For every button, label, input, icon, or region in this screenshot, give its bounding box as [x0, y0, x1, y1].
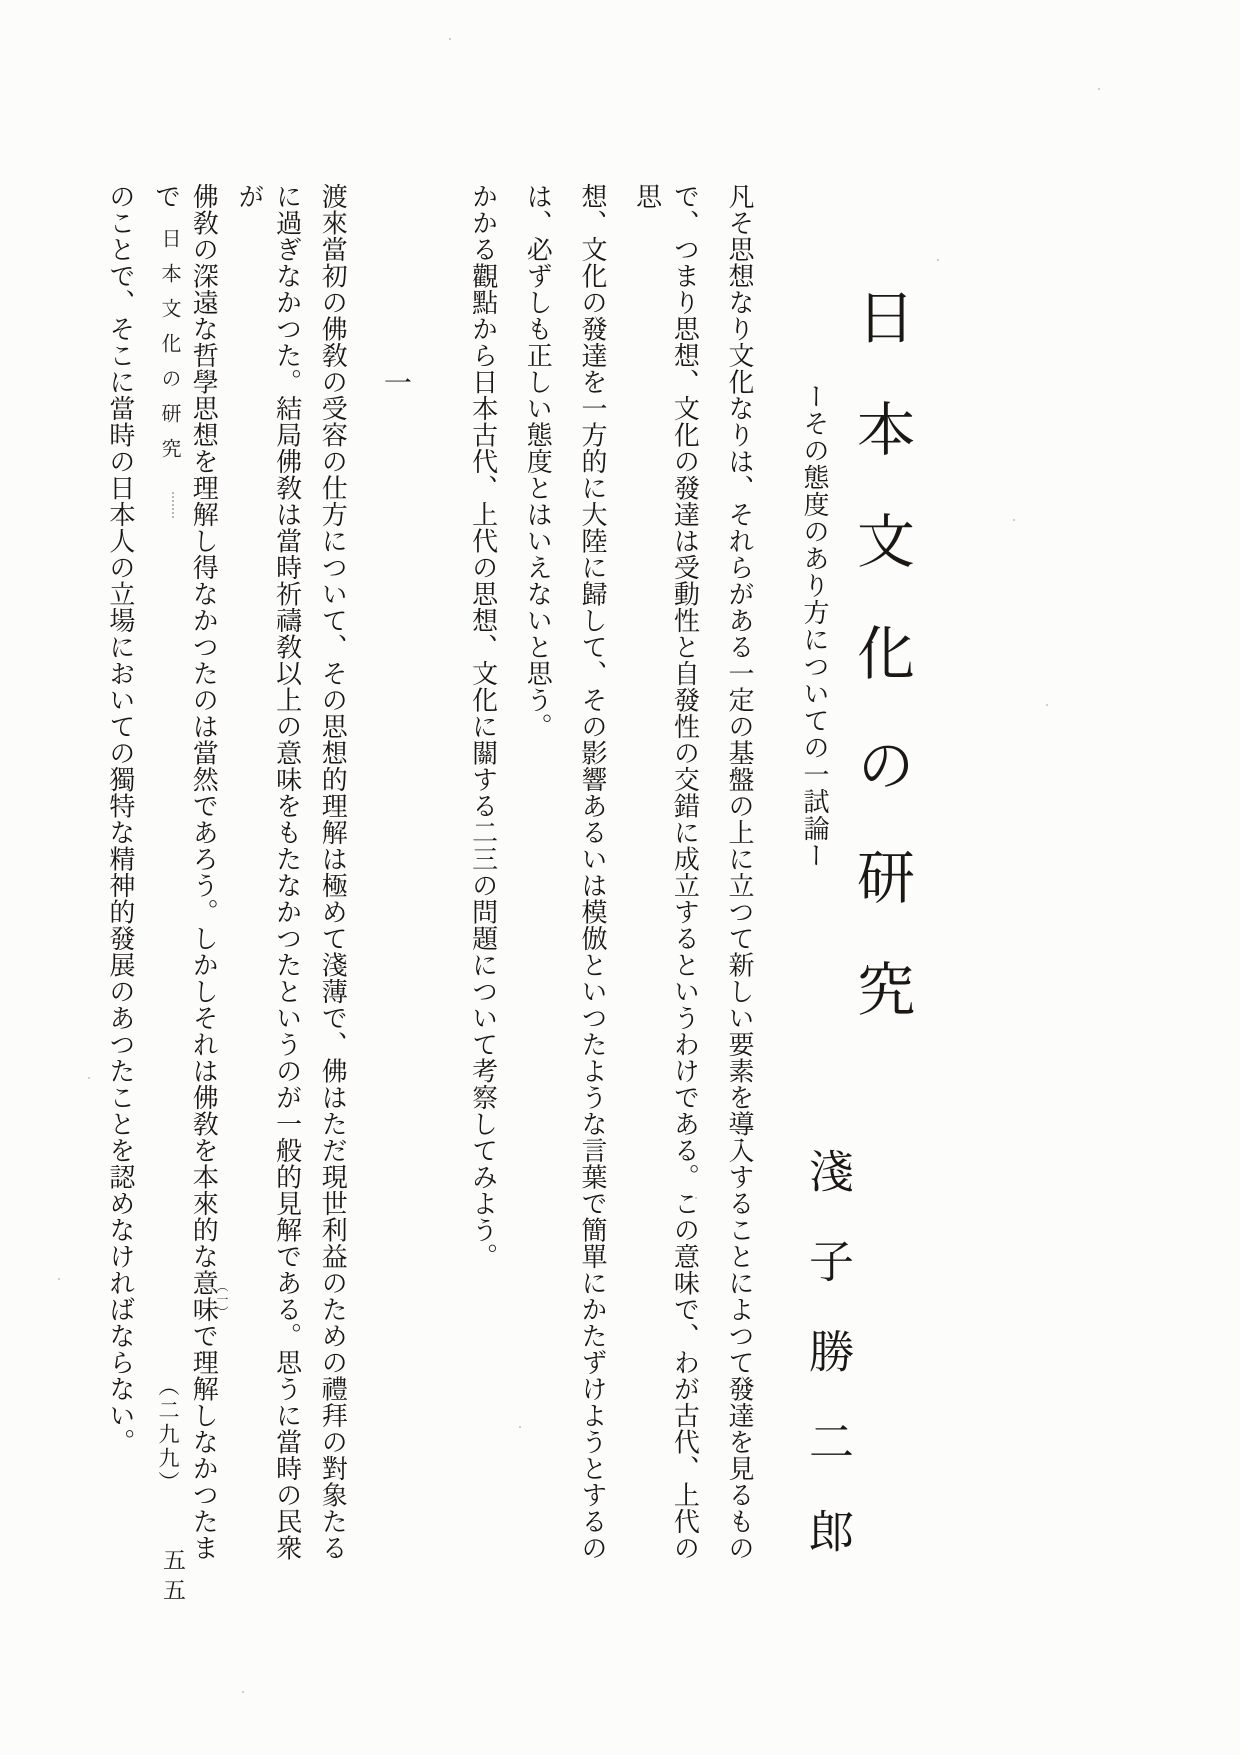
scan-speck — [519, 1426, 521, 1428]
footnote-reference: （一） — [215, 1280, 229, 1319]
scan-speck — [118, 641, 121, 644]
body-column-4: は、必ずしも正しい態度とはいえないと思う。 — [522, 183, 553, 740]
body-column-9: のことで、そこに當時の日本人の立場においての獨特な精神的發展のあつたことを認めなければならない。 — [104, 183, 135, 1455]
body-column-1: 凡そ思想なり文化なりは、それらがある一定の基盤の上に立つて新しい要素を導入することによつて發達を見るもの — [724, 183, 754, 1561]
body-column-6: 渡來當初の佛敎の受容の仕方について、その思想的理解は極めて淺薄で、佛はただ現世利益のための禮拜の對象たる — [317, 183, 348, 1561]
scan-speck — [58, 1278, 60, 1280]
body-column-2: で、つまり思想、文化の發達は受動性と自發性の交錯に成立するというわけである。この意味で、わが古代、上代の思 — [631, 183, 700, 1561]
body-column-7: に過ぎなかつた。結局佛敎は當時祈禱敎以上の意味をもたなかつたというのが一般的見解である。思うに當時の民衆が — [233, 183, 302, 1561]
scan-speck — [1013, 519, 1015, 521]
article-title: 日本文化の研究 — [847, 287, 915, 1071]
scan-speck — [937, 259, 939, 261]
scan-speck — [242, 1691, 244, 1693]
scan-speck — [695, 1197, 697, 1199]
body-column-8: 佛敎の深遠な哲學思想を理解し得なかつたのは當然であろう。しかしそれは佛敎を本來的な意味で理解しなかつたまで — [150, 183, 219, 1561]
page-number-parenthesized: （二九九） — [156, 1375, 180, 1495]
article-author: 淺子勝二郎 — [801, 1148, 854, 1598]
scan-speck — [1046, 704, 1048, 706]
running-header: 日本文化の研究 — [158, 228, 182, 473]
body-column-3: 想、文化の發達を一方的に大陸に歸して、その影響あるいは模倣といつたような言葉で簡單にかたずけようとするの — [576, 183, 607, 1561]
article-subtitle: ーその態度のあり方についての一試論ー — [799, 383, 829, 869]
section-one-heading: 一 — [379, 368, 413, 397]
scan-speck — [449, 38, 451, 40]
body-text — [92, 183, 757, 1578]
scan-speck — [88, 1077, 90, 1079]
body-column-5: かかる觀點から日本古代、上代の思想、文化に關する二三の問題について考察してみよう。 — [467, 183, 498, 1270]
scan-speck — [1098, 88, 1100, 90]
page-number: 五五 — [159, 1548, 185, 1608]
